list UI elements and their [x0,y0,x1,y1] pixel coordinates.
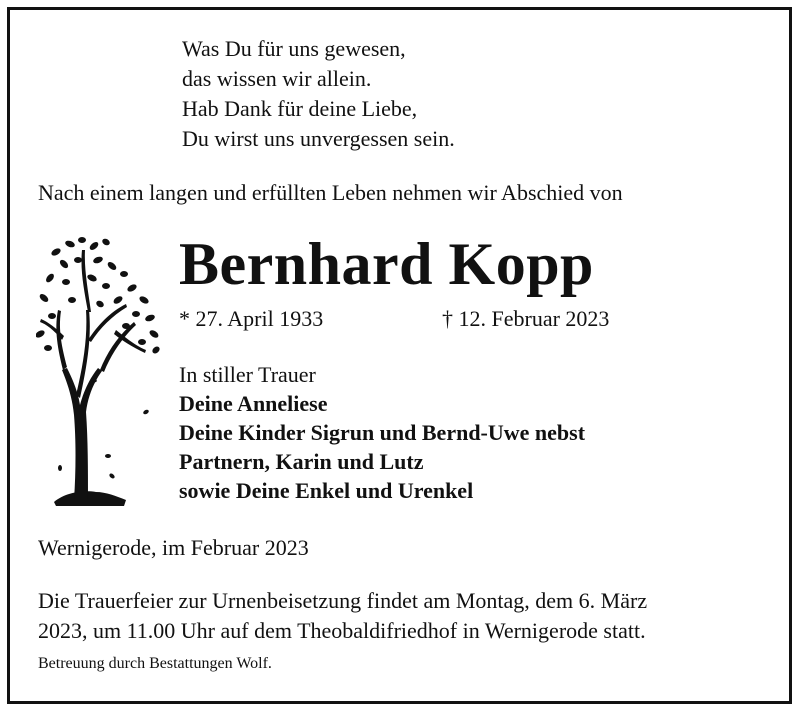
tree-silhouette-icon [36,230,164,512]
funeral-home-note: Betreuung durch Bestattungen Wolf. [38,655,272,672]
mourner-line: Deine Anneliese [179,391,328,416]
poem-line: Was Du für uns gewesen, [182,36,406,61]
mourners-block [179,360,585,505]
obituary-frame [7,7,792,704]
place-date: Wernigerode, im Februar 2023 [38,535,309,560]
poem-line: das wissen wir allein. [182,66,372,91]
mourner-line: sowie Deine Enkel und Urenkel [179,478,474,503]
mourner-line: Deine Kinder Sigrun und Bernd-Uwe nebst [179,420,586,445]
ceremony-notice [38,586,647,646]
poem-line: Du wirst uns unvergessen sein. [182,126,455,151]
ceremony-line: Die Trauerfeier zur Urnenbeisetzung findet am Montag, dem 6. März [38,588,648,613]
poem-line: Hab Dank für deine Liebe, [182,96,418,121]
intro-text: Nach einem langen und erfüllten Leben nehmen wir Abschied von [38,180,623,205]
death-date: † 12. Februar 2023 [442,306,610,331]
mourner-line: Partnern, Karin und Lutz [179,449,424,474]
poem [182,34,455,154]
deceased-name: Bernhard Kopp [179,231,594,297]
mourners-heading: In stiller Trauer [179,362,316,387]
birth-date: * 27. April 1933 [179,306,324,331]
ceremony-line: 2023, um 11.00 Uhr auf dem Theobaldifriedhof in Wernigerode statt. [38,618,646,643]
